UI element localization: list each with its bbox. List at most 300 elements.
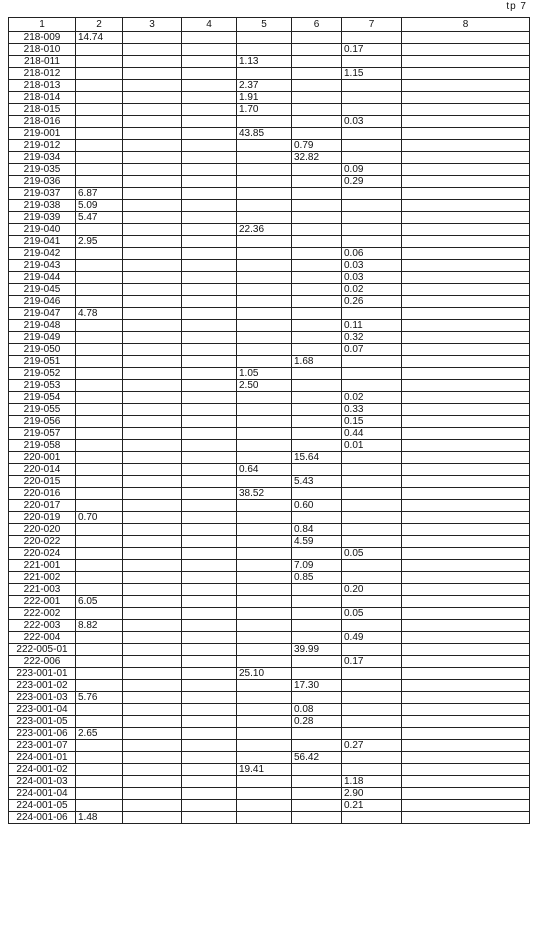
column-2-cell [76,716,123,728]
column-6-cell [292,620,342,632]
column-2-cell: 6.05 [76,596,123,608]
column-3-cell [123,128,182,140]
column-2-cell [76,524,123,536]
column-4-cell [182,704,237,716]
column-2-cell [76,80,123,92]
column-4-cell [182,608,237,620]
row-code-cell: 220-017 [9,500,76,512]
header-row [9,18,530,32]
column-7-cell [342,764,402,776]
column-2-cell [76,680,123,692]
column-4-cell [182,176,237,188]
column-4-cell [182,572,237,584]
row-code-cell: 222-002 [9,608,76,620]
column-3-cell [123,260,182,272]
column-8-cell [402,416,530,428]
column-8-cell [402,752,530,764]
column-8-cell [402,164,530,176]
column-3-cell [123,140,182,152]
table-row [9,260,530,272]
column-6-cell [292,668,342,680]
column-4-cell [182,692,237,704]
column-header: 2 [76,18,123,32]
column-8-cell [402,704,530,716]
column-3-cell [123,704,182,716]
column-8-cell [402,284,530,296]
column-5-cell [237,512,292,524]
column-7-cell [342,56,402,68]
column-5-cell [237,656,292,668]
column-3-cell [123,584,182,596]
column-8-cell [402,500,530,512]
column-7-cell [342,680,402,692]
column-7-cell [342,368,402,380]
column-3-cell [123,524,182,536]
column-4-cell [182,668,237,680]
ledger-body [9,32,530,824]
row-code-cell: 219-049 [9,332,76,344]
column-5-cell [237,800,292,812]
column-7-cell: 0.02 [342,284,402,296]
column-6-cell [292,488,342,500]
column-5-cell [237,392,292,404]
column-3-cell [123,728,182,740]
row-code-cell: 224-001-03 [9,776,76,788]
table-row [9,116,530,128]
table-row [9,476,530,488]
column-8-cell [402,92,530,104]
column-8-cell [402,44,530,56]
column-6-cell [292,56,342,68]
column-6-cell [292,248,342,260]
column-2-cell [76,668,123,680]
column-8-cell [402,428,530,440]
column-2-cell: 6.87 [76,188,123,200]
column-6-cell: 17.30 [292,680,342,692]
column-7-cell: 0.17 [342,44,402,56]
column-5-cell [237,440,292,452]
column-4-cell [182,128,237,140]
column-7-cell [342,668,402,680]
column-5-cell [237,164,292,176]
table-row [9,596,530,608]
column-7-cell [342,104,402,116]
column-4-cell [182,272,237,284]
column-3-cell [123,344,182,356]
column-5-cell [237,152,292,164]
column-4-cell [182,416,237,428]
row-code-cell: 218-011 [9,56,76,68]
column-7-cell: 2.90 [342,788,402,800]
column-8-cell [402,644,530,656]
row-code-cell: 222-004 [9,632,76,644]
column-3-cell [123,716,182,728]
column-7-cell: 0.44 [342,428,402,440]
column-2-cell [76,656,123,668]
column-2-cell: 2.95 [76,236,123,248]
table-row [9,296,530,308]
column-7-cell [342,308,402,320]
column-7-cell [342,692,402,704]
column-7-cell [342,32,402,44]
column-8-cell [402,512,530,524]
column-5-cell: 1.13 [237,56,292,68]
column-7-cell: 0.02 [342,392,402,404]
column-2-cell [76,572,123,584]
table-row [9,740,530,752]
column-2-cell [76,464,123,476]
row-code-cell: 219-047 [9,308,76,320]
column-8-cell [402,248,530,260]
column-3-cell [123,692,182,704]
column-2-cell [76,500,123,512]
row-code-cell: 219-053 [9,380,76,392]
column-5-cell [237,788,292,800]
column-header: 5 [237,18,292,32]
column-6-cell: 0.28 [292,716,342,728]
column-2-cell [76,428,123,440]
column-5-cell [237,428,292,440]
column-8-cell [402,332,530,344]
column-3-cell [123,284,182,296]
row-code-cell: 219-034 [9,152,76,164]
column-2-cell [76,356,123,368]
column-4-cell [182,752,237,764]
table-row [9,248,530,260]
column-2-cell [76,452,123,464]
column-3-cell [123,32,182,44]
table-row [9,140,530,152]
column-4-cell [182,440,237,452]
column-5-cell [237,692,292,704]
column-4-cell [182,764,237,776]
row-code-cell: 219-001 [9,128,76,140]
column-6-cell [292,116,342,128]
table-row [9,488,530,500]
column-5-cell [237,536,292,548]
column-4-cell [182,212,237,224]
column-5-cell [237,32,292,44]
row-code-cell: 219-046 [9,296,76,308]
column-3-cell [123,812,182,824]
column-3-cell [123,788,182,800]
column-2-cell [76,440,123,452]
table-row [9,308,530,320]
column-4-cell [182,644,237,656]
column-4-cell [182,680,237,692]
column-8-cell [402,116,530,128]
row-code-cell: 218-012 [9,68,76,80]
column-2-cell: 5.09 [76,200,123,212]
row-code-cell: 218-010 [9,44,76,56]
column-4-cell [182,164,237,176]
column-6-cell: 39.99 [292,644,342,656]
column-3-cell [123,224,182,236]
column-4-cell [182,104,237,116]
column-6-cell [292,512,342,524]
column-6-cell: 56.42 [292,752,342,764]
column-6-cell [292,32,342,44]
column-7-cell: 0.21 [342,800,402,812]
column-8-cell [402,464,530,476]
column-8-cell [402,572,530,584]
column-6-cell: 1.68 [292,356,342,368]
table-row [9,536,530,548]
column-6-cell [292,224,342,236]
column-2-cell [76,152,123,164]
column-8-cell [402,224,530,236]
column-7-cell [342,620,402,632]
column-6-cell [292,320,342,332]
column-3-cell [123,404,182,416]
column-3-cell [123,68,182,80]
column-5-cell [237,212,292,224]
column-8-cell [402,344,530,356]
column-6-cell [292,608,342,620]
table-row [9,608,530,620]
row-code-cell: 220-022 [9,536,76,548]
column-6-cell [292,236,342,248]
column-3-cell [123,656,182,668]
column-8-cell [402,560,530,572]
column-6-cell [292,332,342,344]
column-8-cell [402,200,530,212]
column-6-cell [292,692,342,704]
column-4-cell [182,308,237,320]
column-8-cell [402,584,530,596]
column-6-cell [292,404,342,416]
column-8-cell [402,320,530,332]
column-3-cell [123,644,182,656]
column-8-cell [402,356,530,368]
table-row [9,428,530,440]
column-8-cell [402,476,530,488]
column-2-cell [76,116,123,128]
column-5-cell [237,404,292,416]
column-6-cell [292,416,342,428]
table-row [9,128,530,140]
column-2-cell [76,476,123,488]
column-5-cell [237,500,292,512]
column-7-cell [342,752,402,764]
column-4-cell [182,200,237,212]
row-code-cell: 220-001 [9,452,76,464]
row-code-cell: 223-001-07 [9,740,76,752]
column-7-cell: 0.27 [342,740,402,752]
column-2-cell [76,560,123,572]
column-6-cell [292,728,342,740]
column-8-cell [402,440,530,452]
column-6-cell [292,44,342,56]
row-code-cell: 219-057 [9,428,76,440]
row-code-cell: 219-038 [9,200,76,212]
table-row [9,500,530,512]
column-6-cell [292,596,342,608]
column-2-cell [76,140,123,152]
column-6-cell [292,296,342,308]
column-8-cell [402,596,530,608]
column-8-cell [402,80,530,92]
column-7-cell [342,92,402,104]
column-7-cell [342,380,402,392]
column-4-cell [182,380,237,392]
row-code-cell: 222-003 [9,620,76,632]
column-3-cell [123,608,182,620]
column-4-cell [182,776,237,788]
row-code-cell: 223-001-02 [9,680,76,692]
column-8-cell [402,668,530,680]
column-3-cell [123,452,182,464]
column-7-cell: 0.17 [342,656,402,668]
column-4-cell [182,332,237,344]
row-code-cell: 223-001-04 [9,704,76,716]
column-2-cell: 8.82 [76,620,123,632]
column-2-cell [76,488,123,500]
column-5-cell: 1.05 [237,368,292,380]
column-2-cell [76,260,123,272]
table-row [9,548,530,560]
column-2-cell [76,392,123,404]
table-row [9,632,530,644]
column-5-cell [237,44,292,56]
column-2-cell [76,44,123,56]
column-5-cell: 2.50 [237,380,292,392]
table-row [9,452,530,464]
column-3-cell [123,248,182,260]
column-8-cell [402,548,530,560]
column-5-cell [237,740,292,752]
column-4-cell [182,260,237,272]
column-3-cell [123,212,182,224]
table-row [9,560,530,572]
column-8-cell [402,260,530,272]
column-6-cell [292,92,342,104]
column-8-cell [402,680,530,692]
column-8-cell [402,524,530,536]
column-7-cell [342,524,402,536]
column-5-cell [237,272,292,284]
column-8-cell [402,404,530,416]
column-5-cell [237,476,292,488]
column-8-cell [402,632,530,644]
row-code-cell: 224-001-05 [9,800,76,812]
row-code-cell: 219-040 [9,224,76,236]
column-5-cell: 38.52 [237,488,292,500]
column-5-cell: 1.70 [237,104,292,116]
column-header: 8 [402,18,530,32]
row-code-cell: 223-001-06 [9,728,76,740]
column-8-cell [402,308,530,320]
column-5-cell: 43.85 [237,128,292,140]
column-7-cell: 0.20 [342,584,402,596]
column-3-cell [123,320,182,332]
column-4-cell [182,728,237,740]
column-8-cell [402,272,530,284]
table-row [9,320,530,332]
column-5-cell [237,68,292,80]
column-5-cell: 1.91 [237,92,292,104]
column-2-cell: 1.48 [76,812,123,824]
column-2-cell [76,632,123,644]
column-7-cell [342,596,402,608]
table-row [9,164,530,176]
table-row [9,92,530,104]
table-row [9,188,530,200]
column-3-cell [123,680,182,692]
column-7-cell [342,236,402,248]
column-3-cell [123,440,182,452]
row-code-cell: 221-002 [9,572,76,584]
column-8-cell [402,716,530,728]
column-2-cell [76,740,123,752]
column-7-cell: 0.49 [342,632,402,644]
column-4-cell [182,116,237,128]
column-3-cell [123,596,182,608]
column-2-cell [76,536,123,548]
column-4-cell [182,428,237,440]
column-8-cell [402,296,530,308]
column-header: 6 [292,18,342,32]
row-code-cell: 219-054 [9,392,76,404]
column-8-cell [402,128,530,140]
column-6-cell [292,188,342,200]
column-8-cell [402,188,530,200]
row-code-cell: 220-020 [9,524,76,536]
column-2-cell [76,104,123,116]
table-row [9,716,530,728]
column-4-cell [182,188,237,200]
table-row [9,404,530,416]
table-row [9,356,530,368]
row-code-cell: 224-001-02 [9,764,76,776]
row-code-cell: 219-050 [9,344,76,356]
column-3-cell [123,776,182,788]
table-row [9,440,530,452]
column-5-cell: 2.37 [237,80,292,92]
column-6-cell [292,812,342,824]
column-7-cell [342,704,402,716]
column-5-cell [237,524,292,536]
column-3-cell [123,308,182,320]
column-7-cell: 0.05 [342,548,402,560]
column-5-cell [237,356,292,368]
column-2-cell [76,704,123,716]
column-3-cell [123,368,182,380]
column-3-cell [123,104,182,116]
row-code-cell: 220-024 [9,548,76,560]
column-5-cell [237,728,292,740]
column-5-cell [237,176,292,188]
row-code-cell: 219-048 [9,320,76,332]
column-8-cell [402,620,530,632]
table-row [9,380,530,392]
column-3-cell [123,236,182,248]
column-4-cell [182,404,237,416]
column-6-cell [292,80,342,92]
table-row [9,392,530,404]
row-code-cell: 219-042 [9,248,76,260]
column-3-cell [123,80,182,92]
column-3-cell [123,56,182,68]
column-2-cell: 4.78 [76,308,123,320]
column-7-cell: 0.03 [342,260,402,272]
row-code-cell: 219-051 [9,356,76,368]
row-code-cell: 219-041 [9,236,76,248]
row-code-cell: 219-045 [9,284,76,296]
column-3-cell [123,632,182,644]
column-3-cell [123,800,182,812]
table-row [9,704,530,716]
